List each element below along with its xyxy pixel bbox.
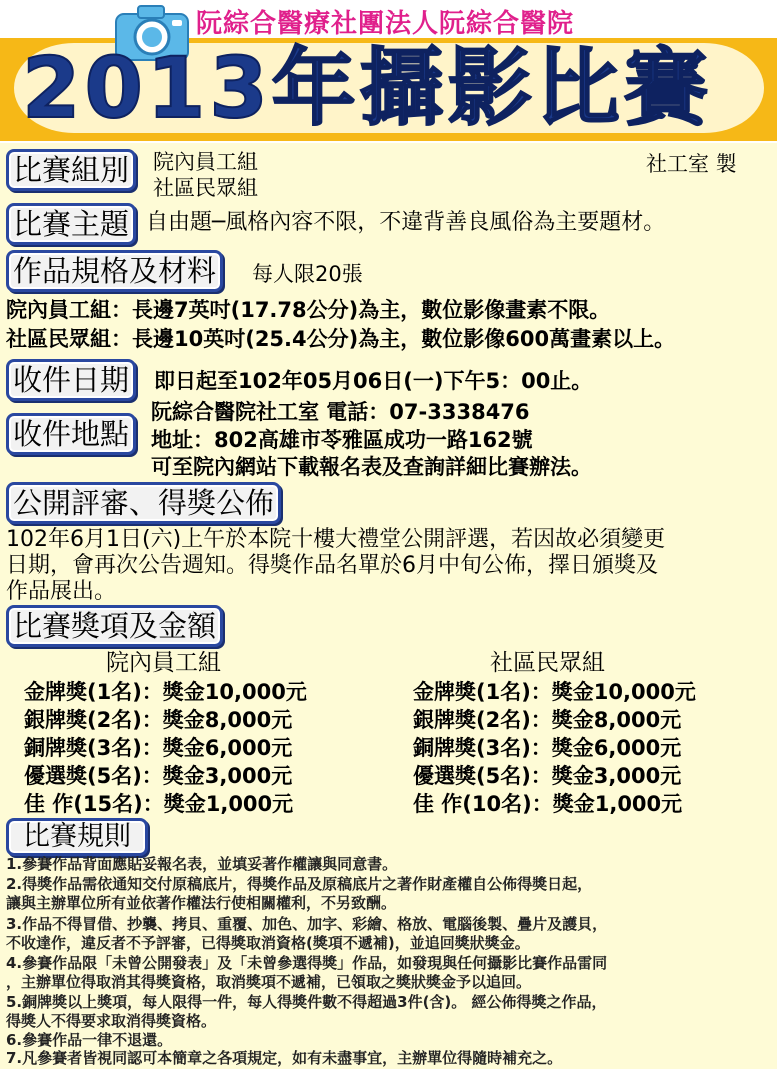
judging-line2: 日期，會再次公告週知。得獎作品名單於6月中旬公佈，擇日頒獎及 — [6, 553, 658, 578]
judging-label: 公開評審、得獎公佈 — [6, 482, 281, 524]
rule-line: 2.得獎作品需依通知交付原稿底片，得獎作品及原稿底片之著作財產權自公佈得獎日起， — [6, 875, 593, 893]
prize-public-gold: 金牌獎(1名)：獎金10,000元 — [413, 680, 696, 704]
rule-line: 5.銅牌獎以上獎項，每人限得一件，每人得獎件數不得超過3件(含)。 經公佈得獎之作品， — [6, 993, 607, 1011]
rule-line: ，主辦單位得取消其得獎資格，取消獎項不遞補，已領取之獎狀獎金予以追回。 — [6, 973, 532, 991]
prize-public-bronze: 銅牌獎(3名)：獎金6,000元 — [413, 736, 682, 760]
prize-public-silver: 銀牌獎(2名)：獎金8,000元 — [413, 708, 682, 732]
theme-text: 自由題─風格內容不限，不違背善良風俗為主要題材。 — [146, 210, 666, 235]
prize-public-honorable: 佳 作(10名)：獎金1,000元 — [413, 792, 683, 816]
spec-limit: 每人限20張 — [252, 262, 363, 286]
date-text: 即日起至102年05月06日(一)下午5：00止。 — [154, 369, 593, 393]
prize-staff-silver: 銀牌獎(2名)：獎金8,000元 — [24, 708, 293, 732]
rule-line: 7.凡參賽者皆視同認可本簡章之各項規定，如有未盡事宜，主辦單位得隨時補充之。 — [6, 1049, 563, 1067]
place-label: 收件地點 — [6, 413, 136, 455]
maker-credit: 社工室 製 — [646, 152, 737, 176]
awards-label: 比賽獎項及金額 — [6, 605, 223, 647]
rules-label: 比賽規則 — [6, 818, 148, 856]
page-title: 2013年攝影比賽 — [22, 39, 712, 137]
rule-line: 6.參賽作品一律不退還。 — [6, 1031, 173, 1049]
rule-line: 讓與主辦單位所有並依著作權法行使相關權利，不另致酬。 — [6, 894, 397, 912]
rule-line: 1.參賽作品背面應貼妥報名表，並填妥著作權讓與同意書。 — [6, 855, 398, 873]
header — [0, 0, 777, 143]
rule-line: 得獎人不得要求取消得獎資格。 — [6, 1012, 217, 1030]
awards-public-title: 社區民眾組 — [490, 650, 605, 676]
spec-staff: 院內員工組：長邊7英吋(17.78公分)為主，數位影像畫素不限。 — [6, 298, 611, 322]
judging-line3: 作品展出。 — [6, 579, 117, 604]
spec-public: 社區民眾組：長邊10英吋(25.4公分)為主，數位影像600萬畫素以上。 — [6, 327, 676, 351]
rule-line: 4.參賽作品限「未曾公開發表」及「未曾參選得獎」作品，如發現與任何攝影比賽作品雷同 — [6, 954, 608, 972]
awards-staff-title: 院內員工組 — [106, 650, 221, 676]
group-item-staff: 院內員工組 — [153, 150, 258, 174]
prize-staff-honorable: 佳 作(15名)：獎金1,000元 — [24, 792, 294, 816]
date-label: 收件日期 — [6, 359, 136, 401]
place-line3: 可至院內網站下載報名表及查詢詳細比賽辦法。 — [151, 455, 592, 479]
rule-line: 不收達作，違反者不予評審，已得獎取消資格(獎項不遞補)，並追回獎狀獎金。 — [6, 934, 530, 952]
theme-label: 比賽主題 — [6, 203, 136, 245]
organization-name: 阮綜合醫療社團法人阮綜合醫院 — [196, 9, 575, 39]
spec-label: 作品規格及材料 — [6, 250, 223, 292]
prize-staff-gold: 金牌獎(1名)：獎金10,000元 — [24, 680, 307, 704]
prize-public-merit: 優選獎(5名)：獎金3,000元 — [413, 764, 682, 788]
place-line2: 地址：802高雄市苓雅區成功一路162號 — [151, 428, 533, 452]
prize-staff-bronze: 銅牌獎(3名)：獎金6,000元 — [24, 736, 293, 760]
rule-line: 3.作品不得冒借、抄襲、拷貝、重覆、加色、加字、彩繪、格放、電腦後製、疊片及護貝， — [6, 915, 608, 933]
prize-staff-merit: 優選獎(5名)：獎金3,000元 — [24, 764, 293, 788]
place-line1: 阮綜合醫院社工室 電話：07-3338476 — [151, 400, 530, 424]
groups-label: 比賽組別 — [6, 149, 136, 191]
group-item-public: 社區民眾組 — [153, 176, 258, 200]
judging-line1: 102年6月1日(六)上午於本院十樓大禮堂公開評選，若因故必須變更 — [6, 527, 666, 552]
